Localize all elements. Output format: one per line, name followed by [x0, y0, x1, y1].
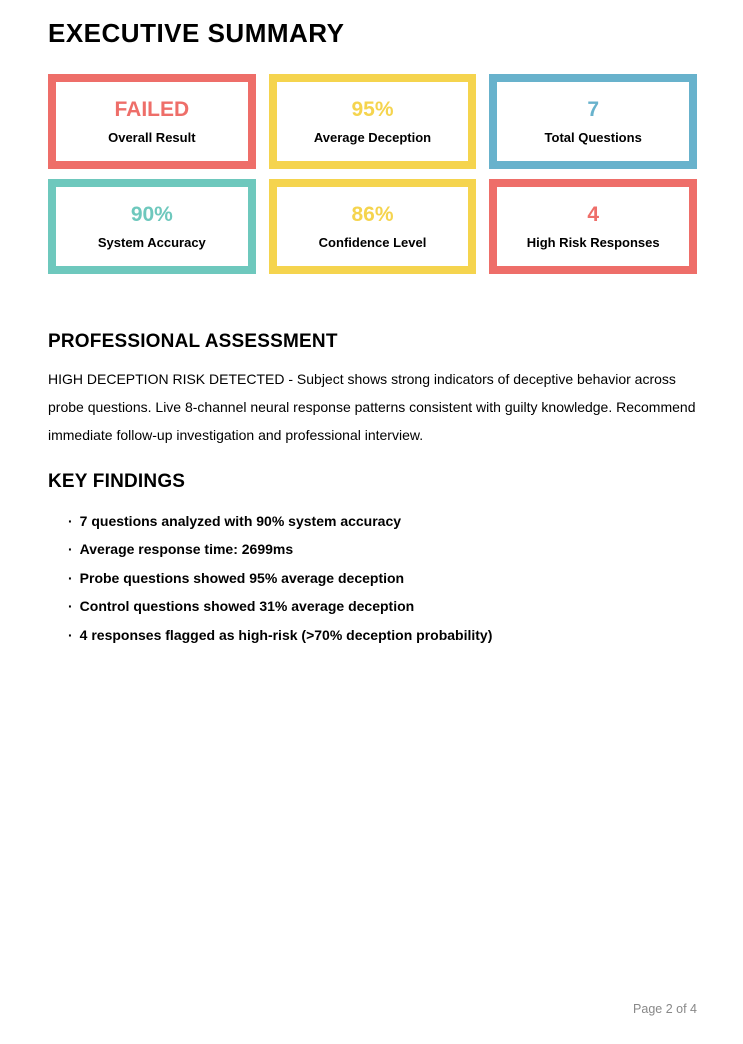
stat-value: 90%	[130, 203, 173, 227]
finding-item: · Control questions showed 31% average deception	[68, 592, 697, 621]
stat-value: 4	[587, 203, 599, 227]
stat-label: High Risk Responses	[526, 235, 660, 251]
stat-card	[269, 74, 477, 169]
stat-label: Overall Result	[108, 130, 196, 146]
stat-value: 86%	[351, 203, 394, 227]
finding-item: · Probe questions showed 95% average deception	[68, 564, 697, 593]
finding-item: · 7 questions analyzed with 90% system accuracy	[68, 507, 697, 536]
stat-label: Total Questions	[544, 130, 642, 146]
findings-list	[48, 507, 697, 650]
assessment-heading: PROFESSIONAL ASSESSMENT	[48, 331, 338, 353]
stat-card	[489, 179, 697, 274]
page-number: Page 2 of 4	[633, 1002, 697, 1016]
stat-value: 95%	[351, 98, 394, 122]
stats-grid	[48, 74, 697, 274]
findings-section	[48, 471, 697, 649]
stat-card	[269, 179, 477, 274]
stat-value: FAILED	[114, 98, 190, 122]
stat-value: 7	[587, 98, 599, 122]
stat-card	[489, 74, 697, 169]
stat-card	[48, 179, 256, 274]
assessment-body: HIGH DECEPTION RISK DETECTED - Subject shows strong indicators of deceptive behavior across probe questions. Live 8-channel neural response patterns consistent with guilty knowledge. Recommend immediate follow-up investigation and professional interview.	[48, 370, 696, 443]
finding-item: · Average response time: 2699ms	[68, 535, 697, 564]
stat-label: Confidence Level	[318, 235, 427, 251]
stat-card	[48, 74, 256, 169]
assessment-section	[48, 331, 697, 449]
stat-label: System Accuracy	[97, 235, 206, 251]
findings-heading: KEY FINDINGS	[48, 470, 186, 492]
finding-item: · 4 responses flagged as high-risk (>70% deception probability)	[68, 621, 697, 650]
stat-label: Average Deception	[313, 130, 432, 146]
page-title: EXECUTIVE SUMMARY	[48, 18, 345, 48]
